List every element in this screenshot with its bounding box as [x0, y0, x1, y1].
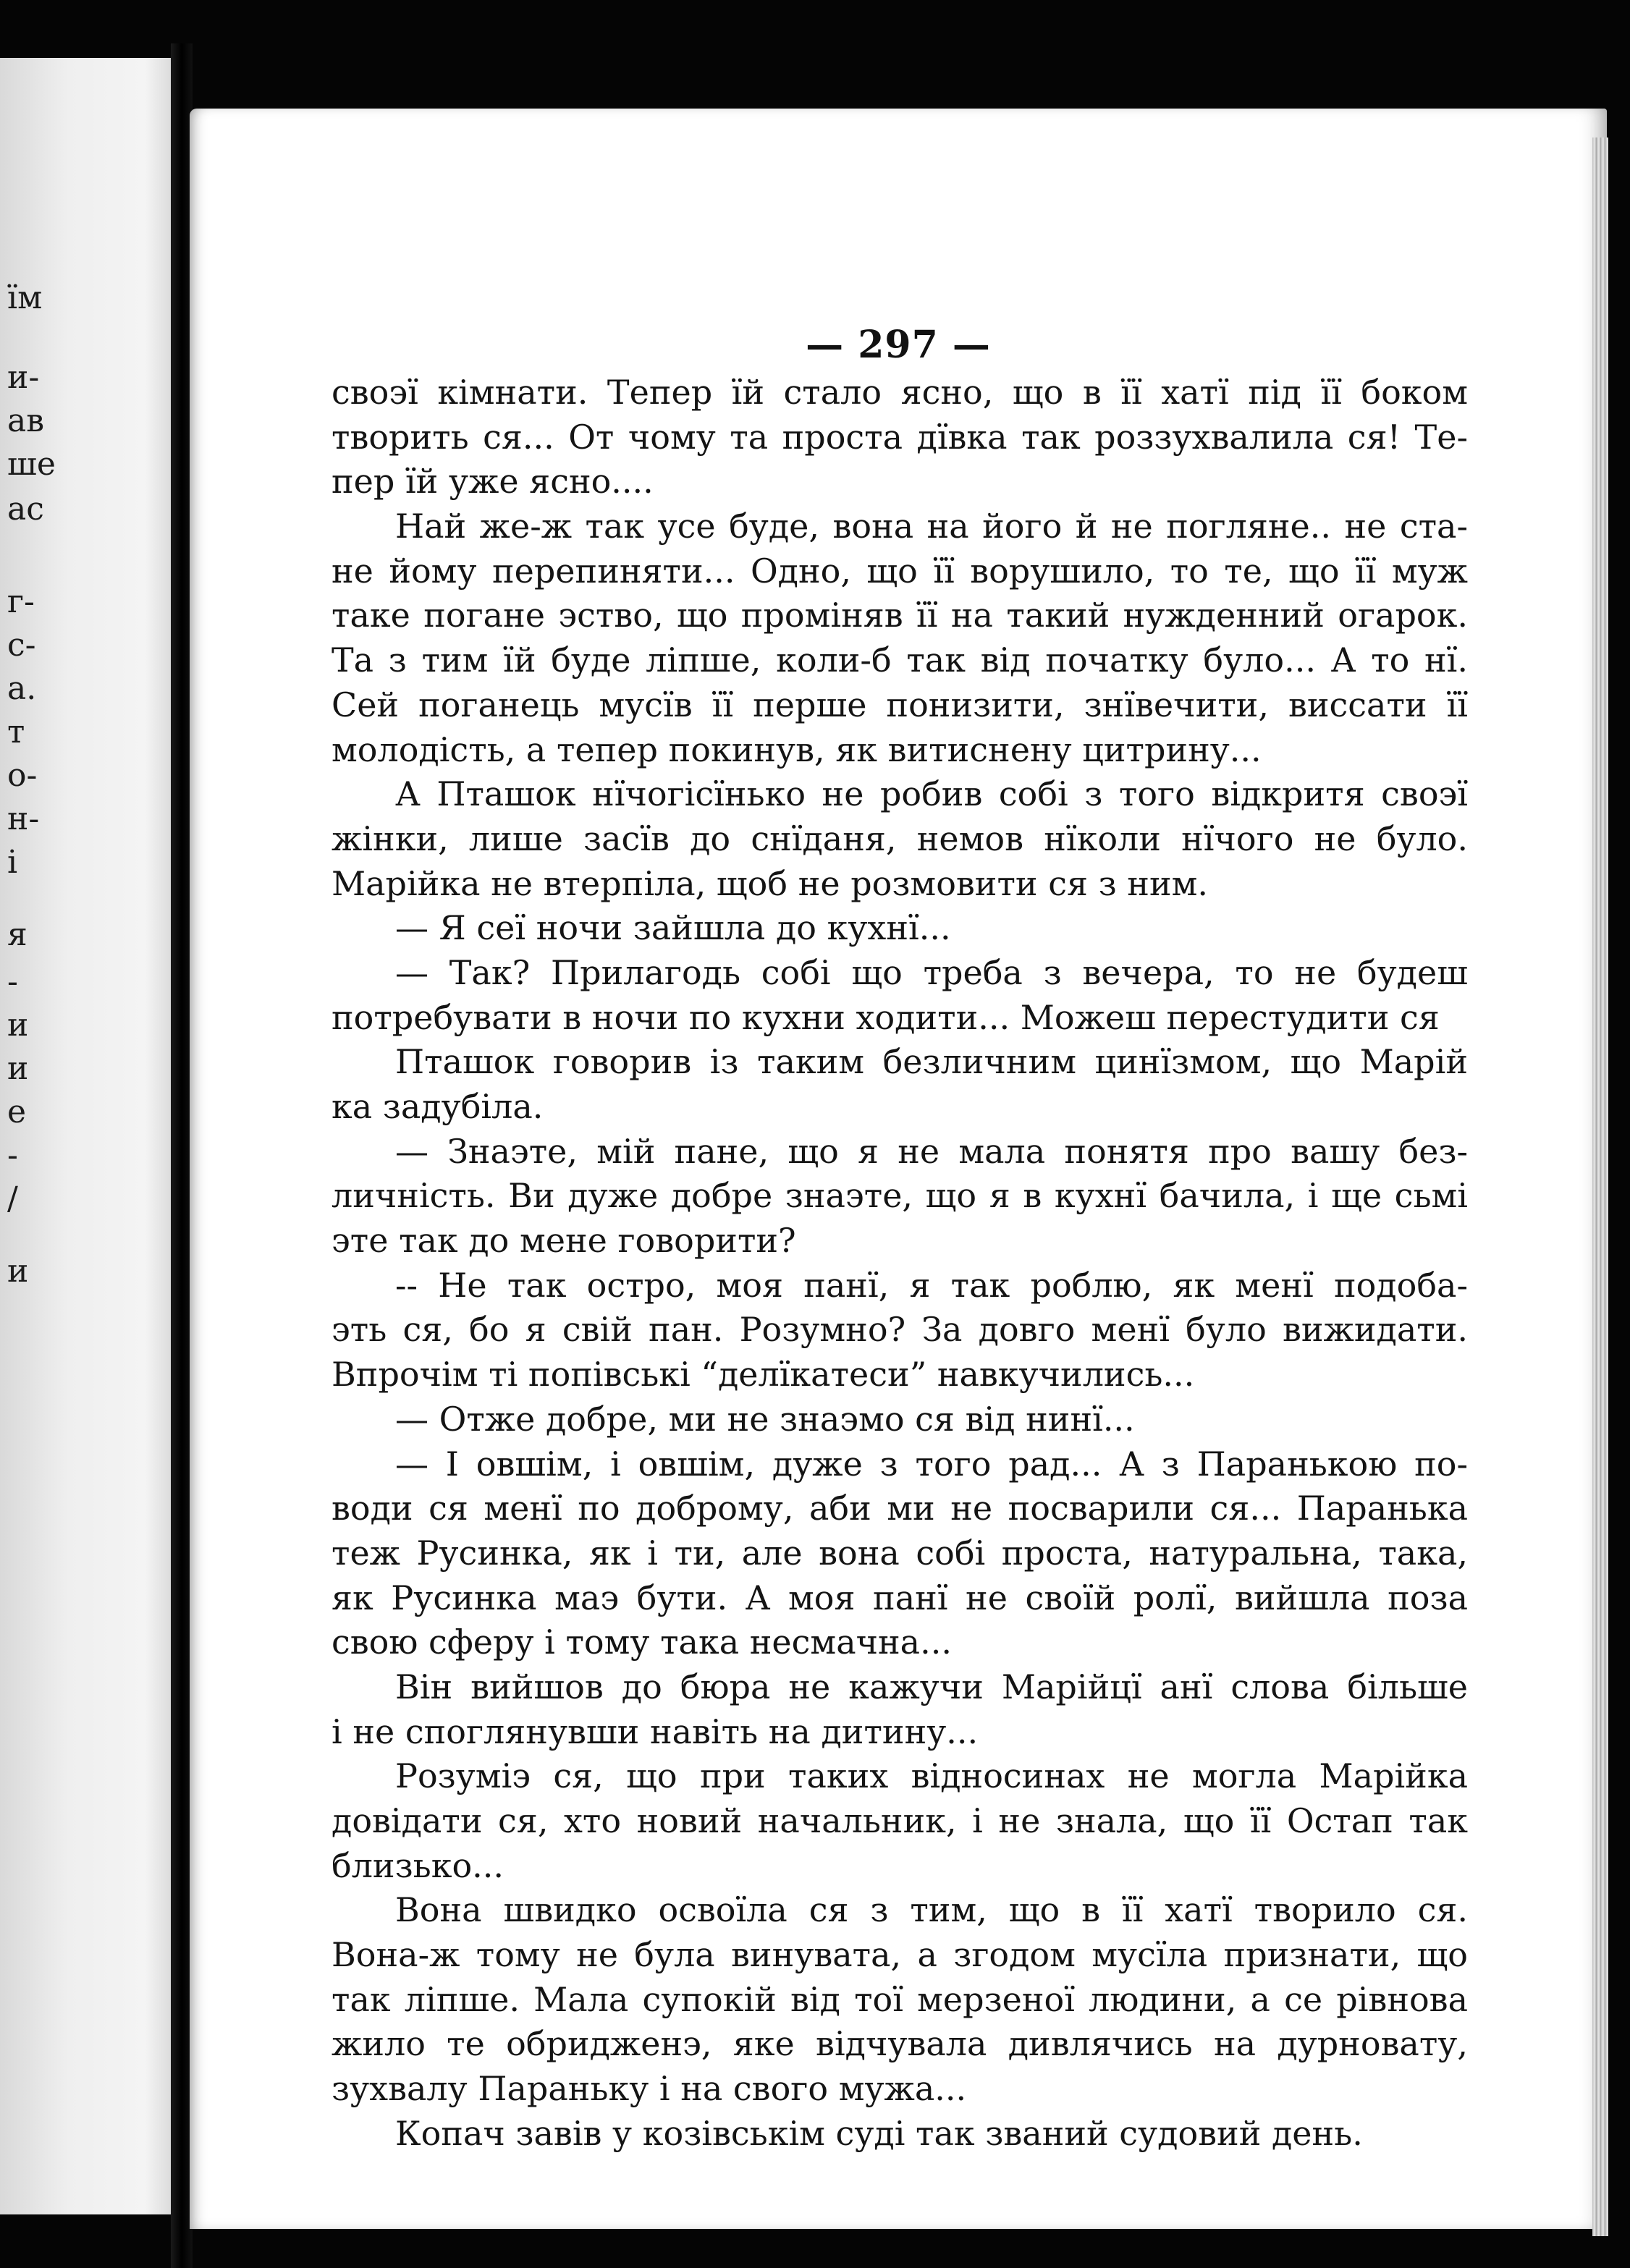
left-page-text-fragment: -	[7, 963, 18, 1000]
left-page-text-fragment: ше	[7, 446, 56, 483]
text-line: — Я сеї ночи зайшла до кухнї...	[395, 908, 951, 948]
book-page	[190, 109, 1607, 2229]
text-line: Сей поганець мусїв її перше понизити, знївечити, виссати її	[332, 685, 1468, 724]
text-line: таке погане эство, що проміняв її на такий нужденний огарок.	[332, 596, 1468, 635]
page-edge-stack	[1592, 137, 1608, 2236]
text-line: довідати ся, хто новий начальник, і не знала, що її Остап так	[332, 1801, 1468, 1840]
page-number: — 297 —	[806, 323, 991, 367]
text-line: пер їй уже ясно....	[332, 462, 654, 502]
left-page-text-fragment: и-	[7, 359, 40, 396]
text-line: А Пташок нїчогісїнько не робив собі з того відкритя своэї	[395, 774, 1468, 814]
text-line: своэї кімнати. Тепер їй стало ясно, що в її хатї під її боком	[332, 373, 1468, 412]
text-line: так ліпше. Мала супокій від тої мерзеної людини, а се рівнова	[332, 1979, 1468, 2019]
left-page-text-fragment: е	[7, 1093, 27, 1130]
left-page-text-fragment: н-	[7, 800, 40, 837]
text-line: Розуміэ ся, що при таких відносинах не могла Марійка	[395, 1756, 1468, 1796]
left-page-text-fragment: г-	[7, 583, 35, 620]
text-line: жінки, лише засїв до снїданя, немов нїколи нїчого не було.	[332, 818, 1468, 858]
left-page-text-fragment: ав	[7, 402, 45, 439]
left-page-text-fragment: и	[7, 1253, 29, 1290]
left-page-text-fragment: їм	[7, 279, 43, 316]
page-text-block	[332, 371, 1468, 2157]
text-line: Пташок говорив із таким безличним цинїзмом, що Марій	[395, 1042, 1468, 1082]
text-line: свою сферу і тому така несмачна...	[332, 1622, 952, 1662]
left-page-text-fragment: /	[7, 1180, 18, 1217]
text-line: Він вийшов до бюра не кажучи Марійцї анї слова більше	[395, 1667, 1468, 1706]
text-line: Вона-ж тому не була винувата, а згодом мусїла признати, що	[332, 1935, 1468, 1975]
text-line: — І овшім, і овшім, дуже з того рад... А з Паранькою по-	[395, 1444, 1468, 1484]
text-line: — Знаэте, мій пане, що я не мала понятя про вашу без-	[395, 1131, 1468, 1171]
text-line: зухвалу Параньку і на свого мужа...	[332, 2069, 967, 2109]
left-page-text-fragment: ас	[7, 491, 44, 528]
left-page-text-fragment: а.	[7, 670, 37, 707]
text-line: жило те обридженэ, яке відчувала дивлячись на дурновату,	[332, 2024, 1468, 2064]
text-line: эте так до мене говорити?	[332, 1221, 796, 1261]
text-line: Марійка не втерпіла, щоб не розмовити ся з ним.	[332, 863, 1209, 903]
text-line: Впрочім ті попівські “делїкатеси” навкучились...	[332, 1355, 1195, 1395]
text-line: Най же-ж так усе буде, вона на його й не погляне.. не ста-	[395, 507, 1468, 546]
text-line: ка задубіла.	[332, 1087, 544, 1126]
text-line: теж Русинка, як і ти, але вона собі проста, натуральна, така,	[332, 1533, 1468, 1573]
left-page-text-fragment: и	[7, 1007, 29, 1044]
text-line: не йому перепиняти... Одно, що її ворушило, то те, що її муж	[332, 551, 1468, 591]
text-line: води ся менї по доброму, аби ми не посварили ся... Паранька	[332, 1489, 1468, 1528]
text-line: потребувати в ночи по кухни ходити... Можеш перестудити ся	[332, 997, 1440, 1037]
text-line: і не споглянувши навіть на дитину...	[332, 1711, 979, 1751]
adjacent-left-page	[0, 58, 171, 2214]
text-line: як Русинка маэ бути. А моя панї не своїй ролї, вийшла поза	[332, 1578, 1468, 1617]
text-line: -- Не так остро, моя панї, я так роблю, як менї подоба-	[395, 1265, 1468, 1305]
text-line: Вона швидко освоїла ся з тим, що в її хатї творило ся.	[395, 1890, 1468, 1930]
text-line: близько...	[332, 1845, 504, 1885]
left-page-text-fragment: с-	[7, 627, 36, 664]
text-line: творить ся... От чому та проста дївка так роззухвалила ся! Те-	[332, 417, 1468, 457]
left-page-text-fragment: і	[7, 844, 18, 881]
left-page-text-fragment: о-	[7, 757, 38, 794]
left-page-text-fragment: и	[7, 1050, 29, 1087]
text-line: — Отже добре, ми не знаэмо ся від нинї...	[395, 1399, 1135, 1439]
left-page-text-fragment: т	[7, 714, 25, 750]
text-line: Та з тим їй буде ліпше, коли-б так від початку було... А то нї.	[332, 640, 1468, 680]
text-line: — Так? Прилагодь собі що треба з вечера, то не будеш	[395, 952, 1468, 992]
left-page-text-fragment: -	[7, 1137, 18, 1174]
text-line: эть ся, бо я свій пан. Розумно? За довго менї було вижидати.	[332, 1310, 1468, 1350]
text-line: Копач завів у козівськім суді так званий судовий день.	[395, 2113, 1363, 2153]
text-line: личність. Ви дуже добре знаэте, що я в кухнї бачила, і ще сьмі	[332, 1176, 1468, 1216]
text-line: молодість, а тепер покинув, як витиснену цитрину...	[332, 729, 1262, 769]
left-page-text-fragment: я	[7, 916, 28, 953]
